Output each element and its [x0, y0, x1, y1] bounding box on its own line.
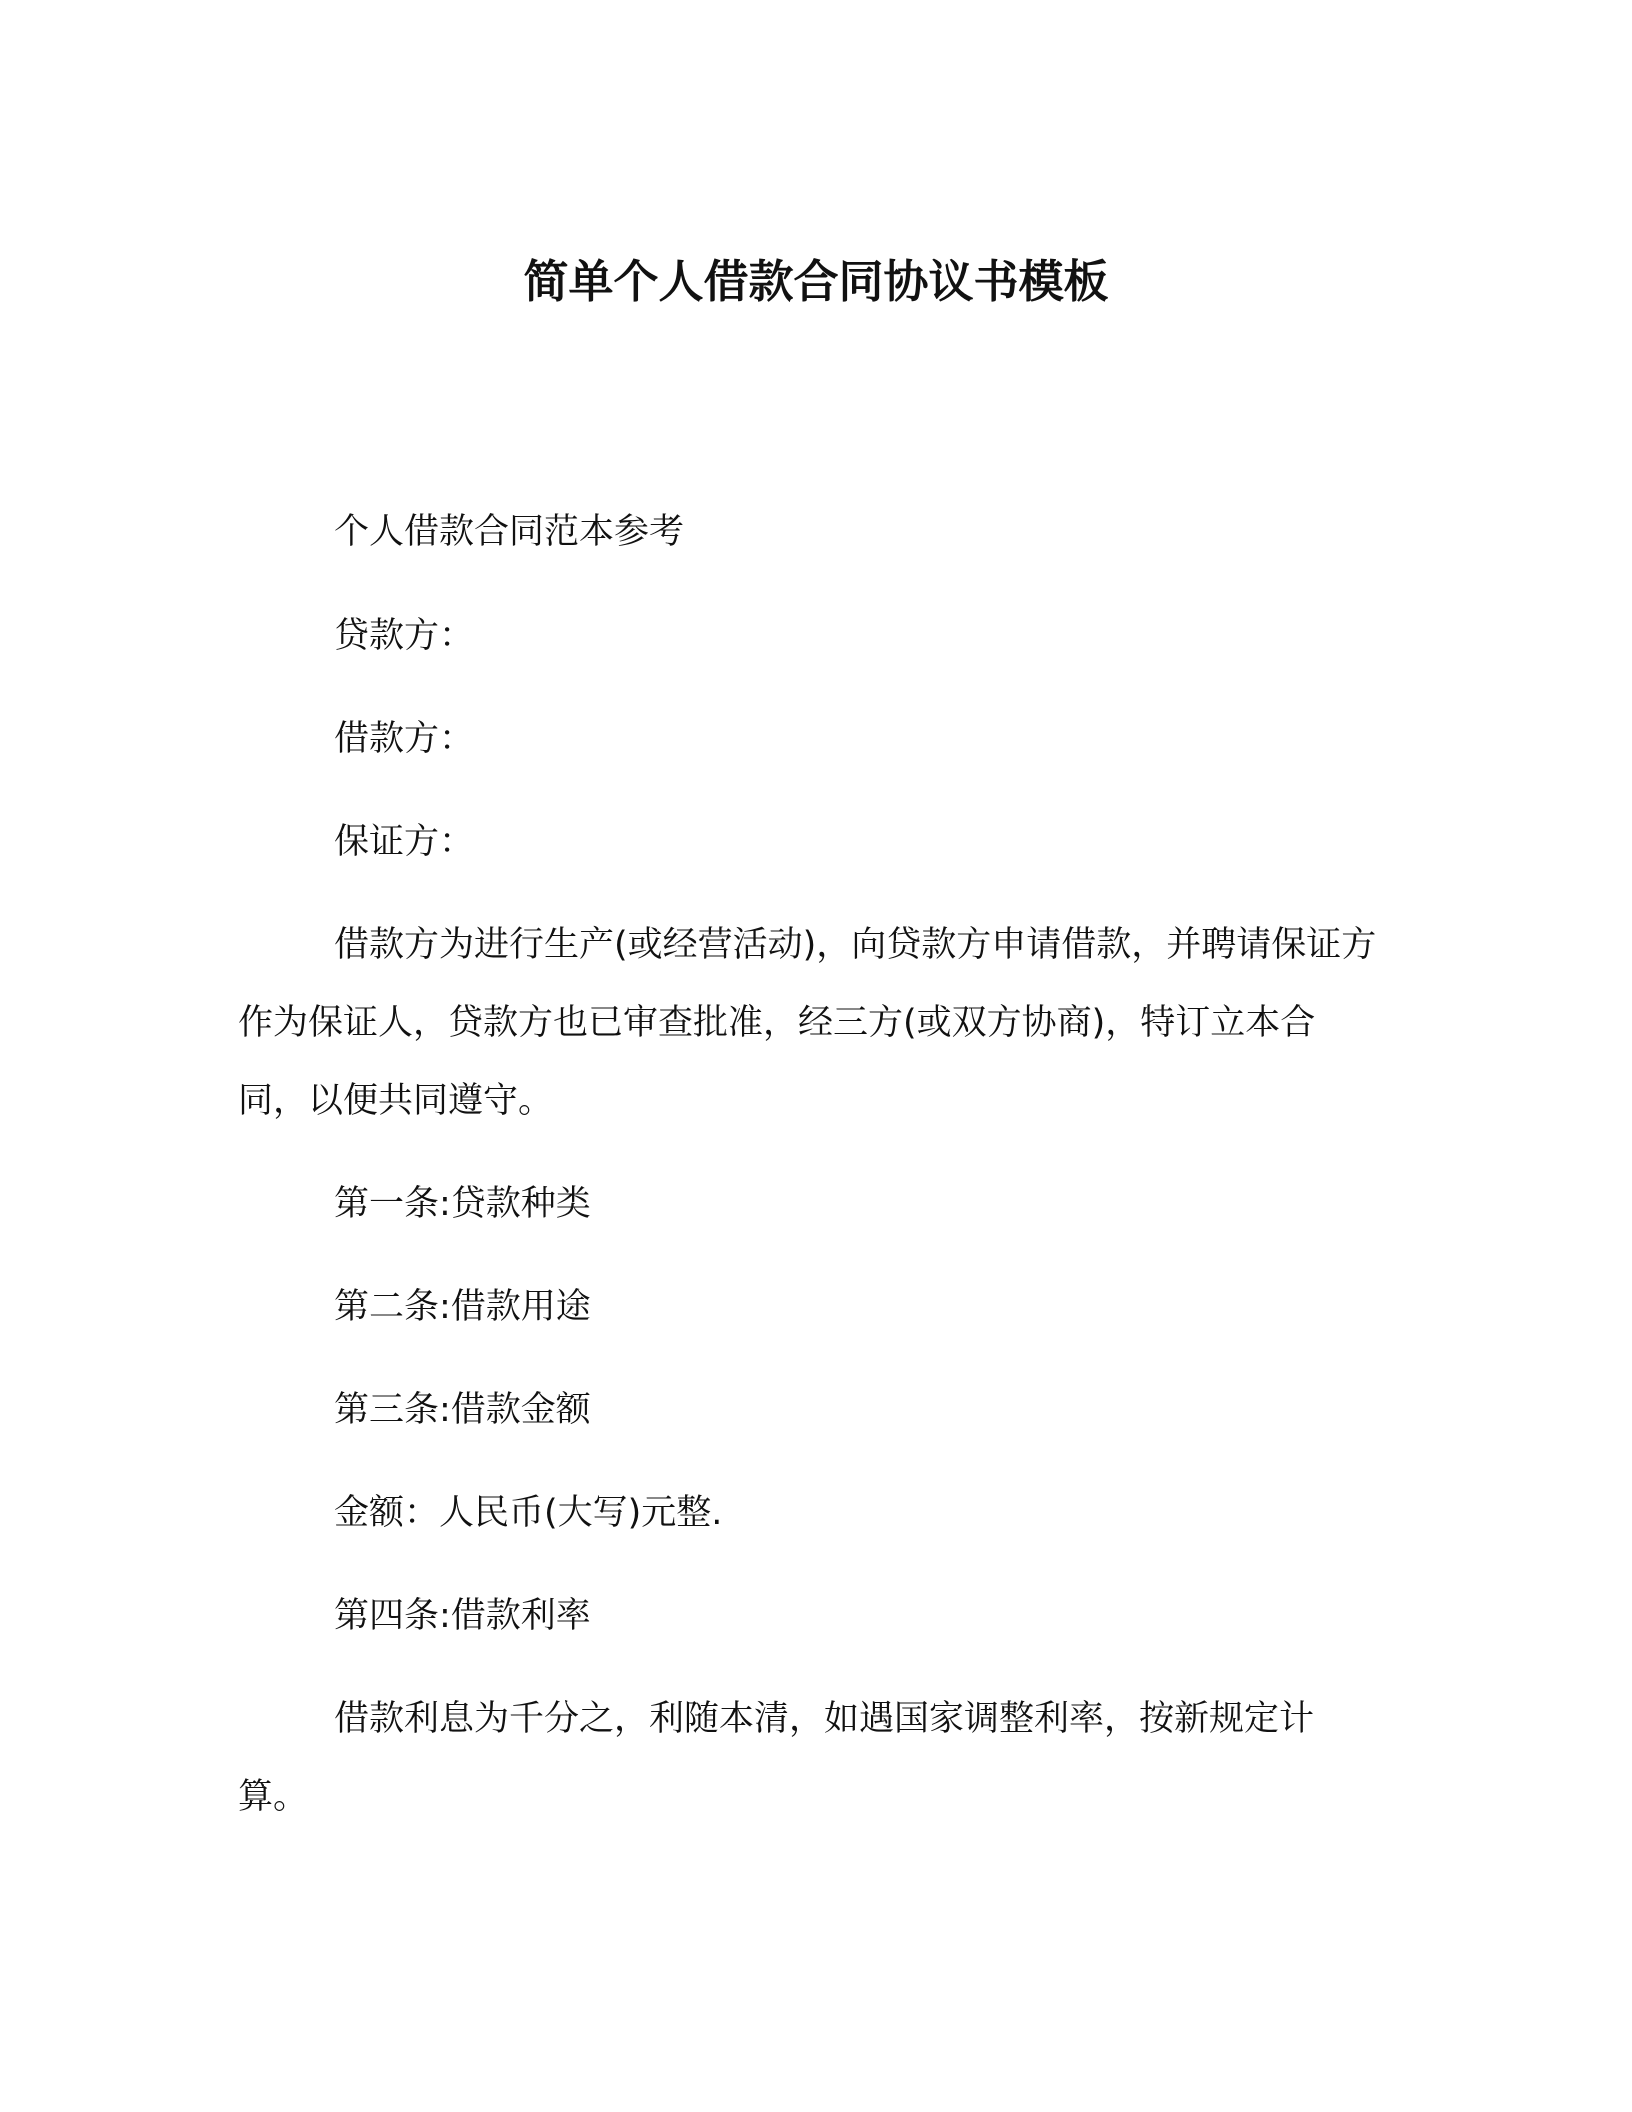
paragraph-preamble: 借款方为进行生产(或经营活动)，向贷款方申请借款，并聘请保证方作为保证人，贷款方也已审查批准，经三方(或双方协商)，特订立本合同，以便共同遵守。 — [238, 925, 1377, 1121]
paragraph-article-1: 第一条:贷款种类 — [334, 1184, 591, 1224]
paragraph-article-3: 第三条:借款金额 — [334, 1390, 591, 1430]
paragraph-amount: 金额：人民币(大写)元整. — [334, 1493, 723, 1533]
document-title: 简单个人借款合同协议书模板 — [523, 255, 1109, 309]
paragraph-article-2: 第二条:借款用途 — [334, 1287, 591, 1327]
paragraph-article-4: 第四条:借款利率 — [334, 1596, 591, 1636]
paragraph-interest: 借款利息为千分之，利随本清，如遇国家调整利率，按新规定计算。 — [238, 1699, 1315, 1817]
paragraph-borrower: 借款方： — [334, 719, 475, 759]
paragraph-guarantor: 保证方： — [334, 822, 475, 862]
paragraph-subtitle: 个人借款合同范本参考 — [334, 512, 685, 552]
paragraph-lender: 贷款方： — [334, 616, 475, 656]
